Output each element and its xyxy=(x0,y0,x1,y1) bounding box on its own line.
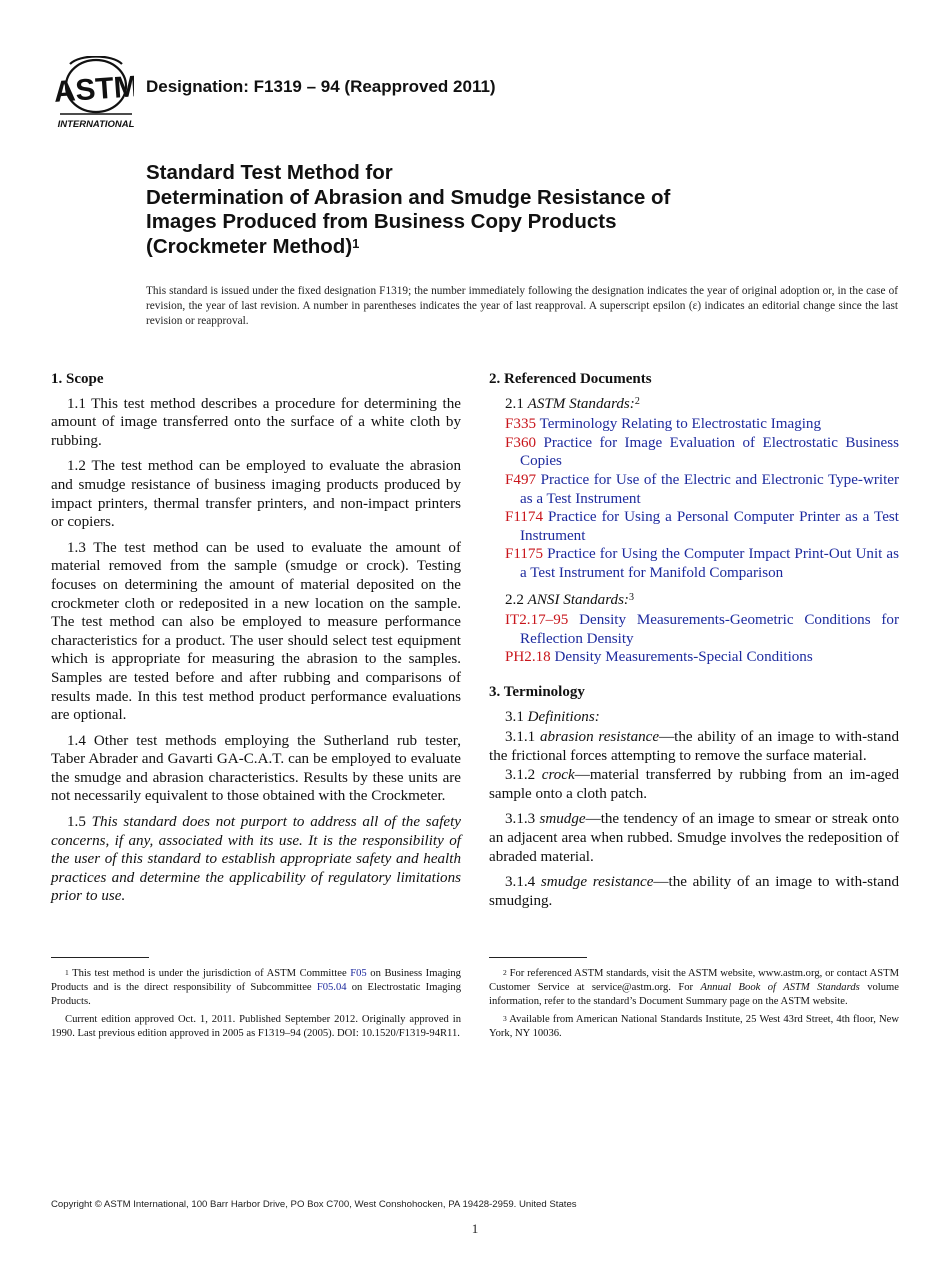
ansi-reference-item xyxy=(489,611,899,648)
footnote-rule-left xyxy=(51,957,149,958)
astm-reference-item xyxy=(489,415,899,434)
reference-title-link[interactable]: Practice for Using a Personal Computer Printer as a Test Instrument xyxy=(520,509,899,544)
designation: Designation: F1319 – 94 (Reapproved 2011) xyxy=(146,77,496,96)
astm-logo xyxy=(52,56,134,130)
ansi-standards-subheading xyxy=(489,591,899,610)
title-line-3: Images Produced from Business Copy Products xyxy=(146,210,617,233)
footnote-1-text-a: This test method is under the jurisdiction of ASTM Committee xyxy=(68,968,351,979)
definition-text: —the ability of an image to with-stand the frictional forces attempting to remove the surface material. xyxy=(489,729,899,764)
title-line-4 xyxy=(146,235,886,260)
astm-standards-subheading xyxy=(489,395,899,414)
astm-footnote-mark: 2 xyxy=(634,395,640,407)
ansi-subheading-label: ANSI Standards: xyxy=(527,591,629,608)
defined-term: crock xyxy=(541,767,575,784)
logo-letters: ASTM xyxy=(52,70,134,109)
astm-reference-item xyxy=(489,434,899,471)
ansi-footnote-mark: 3 xyxy=(628,591,634,603)
terminology-heading: 3. Terminology xyxy=(489,683,585,700)
reference-title-link[interactable]: Density Measurements-Special Conditions xyxy=(554,649,813,666)
footnote-1-mark: 1 xyxy=(65,968,69,977)
referenced-documents-heading: 2. Referenced Documents xyxy=(489,371,652,387)
reference-title-link[interactable]: Practice for Using the Computer Impact Print-Out Unit as a Test Instrument for Manifold Comparison xyxy=(520,546,899,581)
definitions-number: 3.1 xyxy=(505,708,528,725)
definition-text: —the ability of an image to with-stand smudging. xyxy=(489,874,900,909)
footnote-2-text-a: For referenced ASTM standards, visit the ASTM website, www.astm.org, or contact ASTM Customer Service at service@astm.org. For xyxy=(489,968,899,994)
definition-number: 3.1.1 xyxy=(505,729,540,746)
reference-code-link[interactable]: F1174 xyxy=(505,509,544,526)
reference-code-link[interactable]: PH2.18 xyxy=(505,649,551,666)
title-footnote-mark: 1 xyxy=(352,235,360,251)
document-title xyxy=(146,161,886,259)
definition-item xyxy=(489,766,899,803)
footnote-3 xyxy=(489,1013,899,1041)
defined-term: smudge xyxy=(539,811,586,828)
footnote-2-mark: 2 xyxy=(503,968,507,977)
astm-reference-item xyxy=(489,545,899,582)
definition-number: 3.1.3 xyxy=(505,811,540,828)
scope-paragraph-1-3: 1.3 The test method can be used to evaluate the amount of material removed from the sample (smudge or crock). Testing focuses on determining the amount of material deposited on the crockmeter cloth or redeposited in a new location on the sample. The test method can also be employed to measure performance characteristics for a product. The user should select test equipment which is appropriate for measuring the abrasion to the samples. Samples are tested before and after rubbing and comparisons of results made. In this test method product performance evaluations are optional. xyxy=(51,539,461,724)
footnote-rule-right xyxy=(489,957,587,958)
scope-paragraph-1-2: 1.2 The test method can be employed to evaluate the abrasion and smudge resistance of business imaging products produced by impact printers, thermal transfer printers, and non-impact printers or copiers. xyxy=(51,458,461,531)
left-column xyxy=(51,370,461,913)
safety-statement: This standard does not purport to address all of the safety concerns, if any, associated with its use. It is the responsibility of the user of this standard to establish appropriate safety and health practices and determine the applicability of regulatory limitations prior to use. xyxy=(51,814,462,905)
reference-title-link[interactable]: Practice for Use of the Electric and Electronic Type-writer as a Test Instrument xyxy=(520,471,899,507)
footnotes-left xyxy=(51,967,461,1044)
title-line-1: Standard Test Method for xyxy=(146,161,393,184)
reference-code-link[interactable]: F335 xyxy=(505,416,537,433)
definition-number: 3.1.2 xyxy=(505,767,542,784)
edition-note: Current edition approved Oct. 1, 2011. Published September 2012. Originally approved in 1990. Last previous edition approved in 2005 as F1319–94 (2005). DOI: 10.1520/F1319-94R11. xyxy=(51,1013,461,1039)
scope-paragraph-1-1: 1.1 This test method describes a procedure for determining the amount of image transferred onto the surface of a white cloth by rubbing. xyxy=(51,395,461,449)
scope-paragraph-1-5 xyxy=(51,813,461,906)
definition-text: —material transferred by rubbing from an im-aged sample onto a cloth patch. xyxy=(489,767,899,802)
right-column xyxy=(489,370,899,917)
astm-reference-list xyxy=(489,415,899,582)
reference-code-link[interactable]: F497 xyxy=(505,471,537,488)
definition-item xyxy=(489,873,899,910)
reference-code-link[interactable]: F360 xyxy=(505,434,537,451)
definition-text: —the tendency of an image to smear or streak onto an adjacent area when rubbed. Smudge involves the redeposition of abraded material. xyxy=(489,811,899,865)
astm-reference-item xyxy=(489,471,899,508)
logo-caption: INTERNATIONAL xyxy=(57,119,134,130)
footnote-1-text-c: on Electrostatic Imaging Products. xyxy=(51,982,461,1008)
footnote-1 xyxy=(51,967,461,1010)
definitions-label: Definitions: xyxy=(527,708,600,725)
footnote-2-text-b: volume information, refer to the standard’s Document Summary page on the ASTM website. xyxy=(489,982,899,1008)
footnotes-right xyxy=(489,967,899,1044)
reference-title-link[interactable]: Density Measurements-Geometric Conditions for Reflection Density xyxy=(520,612,899,647)
definition-item xyxy=(489,728,899,765)
title-line-4-text: (Crockmeter Method) xyxy=(146,234,353,258)
definitions-list xyxy=(489,728,899,910)
ansi-reference-list xyxy=(489,611,899,667)
definition-item xyxy=(489,810,899,866)
reference-title-link[interactable]: Practice for Image Evaluation of Electrostatic Business Copies xyxy=(520,434,900,470)
reference-code-link[interactable]: IT2.17–95 xyxy=(505,612,569,629)
ansi-subheading-number: 2.2 xyxy=(505,591,528,608)
footnote-3-text: Available from American National Standards Institute, 25 West 43rd Street, 4th floor, New York, NY 10036. xyxy=(489,1013,899,1039)
astm-reference-item xyxy=(489,508,899,545)
reference-title-link[interactable]: Terminology Relating to Electrostatic Imaging xyxy=(539,416,822,433)
defined-term: smudge resistance xyxy=(540,874,654,891)
defined-term: abrasion resistance xyxy=(539,729,660,746)
reference-code-link[interactable]: F1175 xyxy=(505,546,544,563)
footnote-1-text-b: on Business Imaging Products and is the direct responsibility of Subcommittee xyxy=(51,968,461,994)
definition-number: 3.1.4 xyxy=(505,874,541,891)
scope-1-5-number: 1.5 xyxy=(67,814,92,831)
astm-logo-mark xyxy=(52,56,134,130)
subcommittee-f05-04-link[interactable]: F05.04 xyxy=(316,982,347,994)
title-line-2: Determination of Abrasion and Smudge Resistance of xyxy=(146,185,671,209)
scope-paragraph-1-4: 1.4 Other test methods employing the Sutherland rub tester, Taber Abrader and Gavarti GA-C.A.T. can be employed to evaluate the smudge and abrasion characteristics. Results by these units are not necessarily equivalent to those obtained with the Crockmeter. xyxy=(51,732,461,805)
ansi-reference-item xyxy=(489,648,899,667)
committee-f05-link[interactable]: F05 xyxy=(350,968,367,979)
copyright-notice: Copyright © ASTM International, 100 Barr Harbor Drive, PO Box C700, West Conshohocken, PA 19428-2959. United States xyxy=(51,1199,577,1210)
astm-subheading-number: 2.1 xyxy=(505,395,528,412)
footnote-2 xyxy=(489,967,899,1010)
footnote-3-mark: 3 xyxy=(503,1013,507,1023)
issuance-notice: This standard is issued under the fixed designation F1319; the number immediately following the designation indicates the year of original adoption or, in the case of revision, the year of last revision. A number in parentheses indicates the year of last reapproval. A superscript epsilon (ε) indicates an editorial change since the last revision or reapproval. xyxy=(146,285,898,327)
scope-heading: 1. Scope xyxy=(51,371,104,387)
page-number: 1 xyxy=(471,1221,479,1236)
astm-subheading-label: ASTM Standards: xyxy=(527,395,635,412)
definitions-subheading xyxy=(489,708,899,727)
annual-book-title: Annual Book of ASTM Standards xyxy=(700,982,860,994)
